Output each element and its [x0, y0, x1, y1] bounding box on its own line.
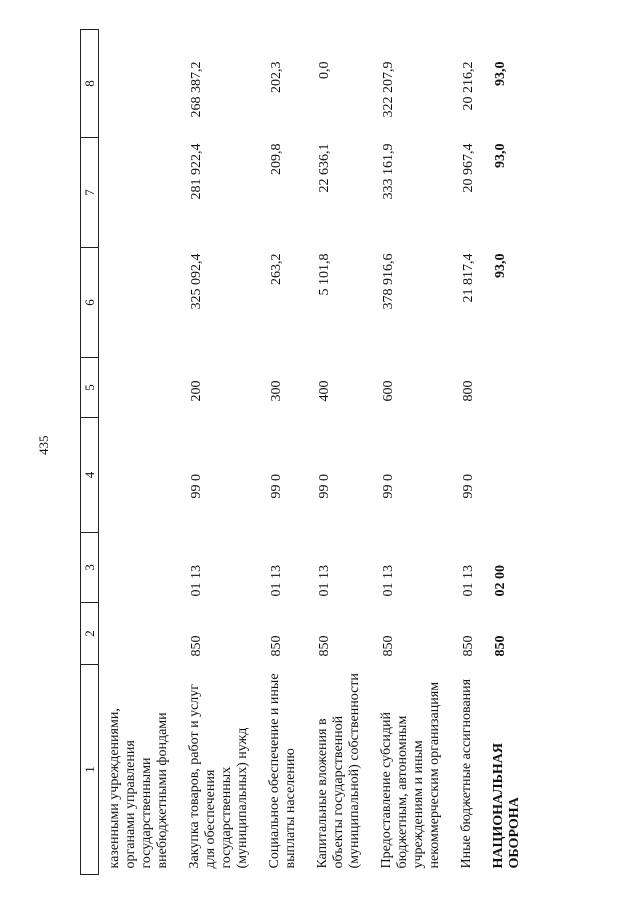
- cell-col-7: 20 967,4: [461, 143, 476, 193]
- cell-col-7: 333 161,9: [381, 143, 396, 200]
- cell-col-5: 200: [189, 380, 204, 402]
- row-name: Предоставление субсидий бюджетным, автономным учреждениям и иным некоммерческим организациям: [379, 681, 442, 869]
- cell-col-5: [99, 358, 180, 418]
- cell-col-6: 93,0: [493, 253, 508, 278]
- row-name: Капитальные вложения в объекты государственной (муниципальной) собственности: [315, 673, 362, 869]
- cell-col-3: 02 00: [493, 565, 508, 597]
- header-col-3: 3: [81, 533, 99, 603]
- rotated-page-content: [80, 30, 605, 875]
- table-row: [99, 30, 180, 875]
- cell-col-3: [99, 533, 180, 603]
- cell-col-2: 850: [269, 635, 284, 657]
- budget-table: [80, 29, 531, 875]
- row-name: Социальное обеспечение и иные выплаты населению: [267, 673, 298, 869]
- cell-col-6: 263,2: [269, 253, 284, 285]
- cell-col-2: 850: [317, 635, 332, 657]
- cell-col-4: 99 0: [269, 474, 284, 499]
- header-col-8: 8: [81, 30, 99, 138]
- cell-col-8: 202,3: [269, 61, 284, 93]
- cell-col-8: 322 207,9: [381, 61, 396, 118]
- cell-col-8: 268 387,2: [189, 61, 204, 118]
- header-col-5: 5: [81, 358, 99, 418]
- cell-col-8: 0,0: [317, 61, 332, 79]
- cell-col-2: 850: [189, 635, 204, 657]
- table-row: [259, 30, 307, 875]
- header-row: [81, 30, 99, 875]
- cell-col-8: 20 216,2: [461, 61, 476, 111]
- cell-col-7: 22 636,1: [317, 143, 332, 193]
- cell-col-6: 378 916,6: [381, 253, 396, 310]
- table-row: [179, 30, 259, 875]
- table-body: [99, 30, 532, 875]
- cell-col-4: 99 0: [317, 474, 332, 499]
- header-col-4: 4: [81, 418, 99, 533]
- cell-col-4: 99 0: [189, 474, 204, 499]
- cell-col-8: [99, 30, 180, 138]
- cell-col-3: 01 13: [461, 565, 476, 597]
- cell-col-7: 93,0: [493, 143, 508, 168]
- cell-col-4: 99 0: [381, 474, 396, 499]
- table-row: [307, 30, 371, 875]
- cell-col-5: 600: [381, 380, 396, 402]
- row-name: НАЦИОНАЛЬНАЯ ОБОРОНА: [491, 743, 522, 869]
- header-col-2: 2: [81, 603, 99, 665]
- page-number: 435: [36, 435, 51, 455]
- header-col-1: 1: [81, 665, 99, 875]
- row-name: казенными учреждениями, органами управления государственными внебюджетными фондами: [107, 708, 170, 869]
- cell-col-2: 850: [461, 635, 476, 657]
- table-row: [371, 30, 451, 875]
- cell-col-3: 01 13: [317, 565, 332, 597]
- cell-col-5: 800: [461, 380, 476, 402]
- cell-col-3: 01 13: [381, 565, 396, 597]
- cell-col-3: 01 13: [189, 565, 204, 597]
- cell-col-5: [483, 358, 531, 418]
- header-col-6: 6: [81, 248, 99, 358]
- row-name: Закупка товаров, работ и услуг для обеспечения государственных (муниципальных) нужд: [187, 683, 250, 869]
- cell-col-3: 01 13: [269, 565, 284, 597]
- cell-col-5: 400: [317, 380, 332, 402]
- cell-col-6: 325 092,4: [189, 253, 204, 310]
- cell-col-7: 209,8: [269, 143, 284, 175]
- header-col-7: 7: [81, 138, 99, 248]
- row-name: Иные бюджетные ассигнования: [459, 678, 474, 869]
- cell-col-2: [99, 603, 180, 665]
- cell-col-5: 300: [269, 380, 284, 402]
- cell-col-6: [99, 248, 180, 358]
- cell-col-7: [99, 138, 180, 248]
- cell-col-2: 850: [381, 635, 396, 657]
- cell-col-4: [483, 418, 531, 533]
- cell-col-2: 850: [493, 635, 508, 657]
- table-row: [451, 30, 483, 875]
- cell-col-8: 93,0: [493, 61, 508, 86]
- cell-col-4: [99, 418, 180, 533]
- table-row: [483, 30, 531, 875]
- cell-col-6: 5 101,8: [317, 253, 332, 296]
- cell-col-7: 281 922,4: [189, 143, 204, 200]
- cell-col-6: 21 817,4: [461, 253, 476, 303]
- cell-col-4: 99 0: [461, 474, 476, 499]
